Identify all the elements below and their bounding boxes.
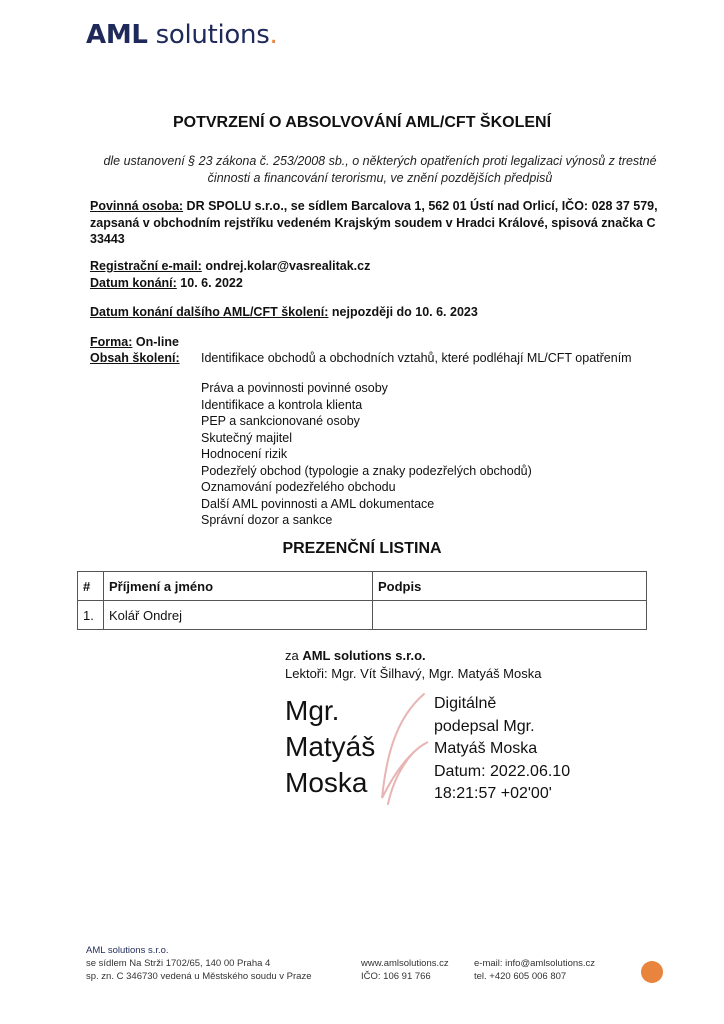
form-label: Forma:: [90, 335, 133, 349]
company-logo: [86, 20, 277, 50]
email-label: Registrační e-mail:: [90, 259, 202, 273]
digital-signature-line: Datum: 2022.06.10: [434, 762, 571, 780]
table-row: [78, 601, 647, 630]
issuer-line: [285, 648, 426, 663]
next-training-value: nejpozději do 10. 6. 2023: [328, 305, 478, 319]
digital-signature-text: [434, 693, 570, 806]
footer-email-link[interactable]: e-mail: info@amlsolutions.cz: [474, 958, 596, 969]
topic-item: Podezřelý obchod (typologie a znaky podezřelých obchodů): [201, 464, 532, 478]
header-signature: Podpis: [373, 572, 647, 601]
signatory-name-line: Mgr.: [285, 695, 340, 726]
date-value: 10. 6. 2022: [176, 276, 243, 290]
signatory-name-line: Matyáš: [285, 731, 376, 762]
email-value: ondrej.kolar@vasrealitak.cz: [201, 259, 371, 273]
digital-signature-line: podepsal Mgr.: [434, 717, 535, 735]
issuer-company: AML solutions s.r.o.: [302, 648, 426, 663]
footer-register: sp. zn. C 346730 vedená u Městského soudu v Praze: [86, 971, 312, 982]
signature-mark-icon: [376, 690, 436, 810]
form-value: On-line: [132, 335, 179, 349]
form-row: [90, 334, 660, 351]
obligor-label: Povinná osoba:: [90, 199, 184, 213]
logo-dot: .: [269, 20, 278, 50]
signatory-name: [285, 693, 375, 801]
lecturers-line: Lektoři: Mgr. Vít Šilhavý, Mgr. Matyáš Moska: [285, 666, 542, 681]
topic-item: Správní dozor a sankce: [201, 513, 333, 527]
attendance-table: [77, 571, 647, 630]
footer-company: AML solutions s.r.o.: [86, 945, 169, 956]
topic-item: Identifikace obchodů a obchodních vztahů, které podléhají ML/CFT opatřením: [201, 351, 632, 365]
footer-address: se sídlem Na Strži 1702/65, 140 00 Praha 4: [86, 958, 271, 969]
header-number: #: [78, 572, 104, 601]
topic-item: Hodnocení rizik: [201, 447, 288, 461]
topic-item: Identifikace a kontrola klienta: [201, 398, 363, 412]
footer-phone: tel. +420 605 006 807: [474, 971, 567, 982]
brand-dot-icon: [641, 961, 663, 983]
digital-signature-line: Matyáš Moska: [434, 740, 538, 757]
attendance-title: PREZENČNÍ LISTINA: [282, 540, 442, 557]
date-label: Datum konání:: [90, 276, 177, 290]
row-number: 1.: [78, 601, 104, 630]
topic-item: Práva a povinnosti povinné osoby: [201, 381, 388, 395]
digital-signature-line: Digitálně: [434, 695, 497, 712]
logo-part-solutions: solutions: [147, 20, 270, 50]
table-header-row: [78, 572, 647, 601]
topic-item: Další AML povinnosti a AML dokumentace: [201, 497, 435, 511]
obligor-value: DR SPOLU s.r.o., se sídlem Barcalova 1, 562 01 Ústí nad Orlicí, IČO: 028 37 579, zapsaná v obchodním rejstříku vedeném Krajským soudem v Hradci Králové, spisová značka C 33443: [90, 199, 658, 246]
signatory-name-line: Moska: [285, 767, 368, 798]
obligor-block: [90, 198, 660, 248]
date-row: [90, 275, 660, 292]
topic-item: Oznamování podezřelého obchodu: [201, 480, 396, 494]
footer-web-link[interactable]: www.amlsolutions.cz: [361, 958, 449, 969]
footer-ico: IČO: 106 91 766: [361, 971, 431, 982]
document-title: POTVRZENÍ O ABSOLVOVÁNÍ AML/CFT ŠKOLENÍ: [172, 114, 552, 131]
legal-basis-text: dle ustanovení § 23 zákona č. 253/2008 sb., o některých opatřeních proti legalizaci výnosů z trestné činnosti a financování terorismu, ve znění pozdějších předpisů: [103, 154, 657, 185]
topic-item: Skutečný majitel: [201, 431, 293, 445]
logo-part-aml: AML: [86, 20, 148, 50]
next-training-row: [90, 304, 660, 321]
email-row: [90, 258, 660, 275]
topic-item: PEP a sankcionované osoby: [201, 414, 360, 428]
issuer-prefix: za: [285, 648, 303, 663]
row-name: Kolář Ondrej: [104, 601, 373, 630]
digital-signature-line: 18:21:57 +02'00': [434, 785, 552, 802]
header-name: Příjmení a jméno: [104, 572, 373, 601]
content-label: Obsah školení:: [90, 351, 180, 365]
row-signature: [373, 601, 647, 630]
next-training-label: Datum konání dalšího AML/CFT školení:: [90, 305, 329, 319]
